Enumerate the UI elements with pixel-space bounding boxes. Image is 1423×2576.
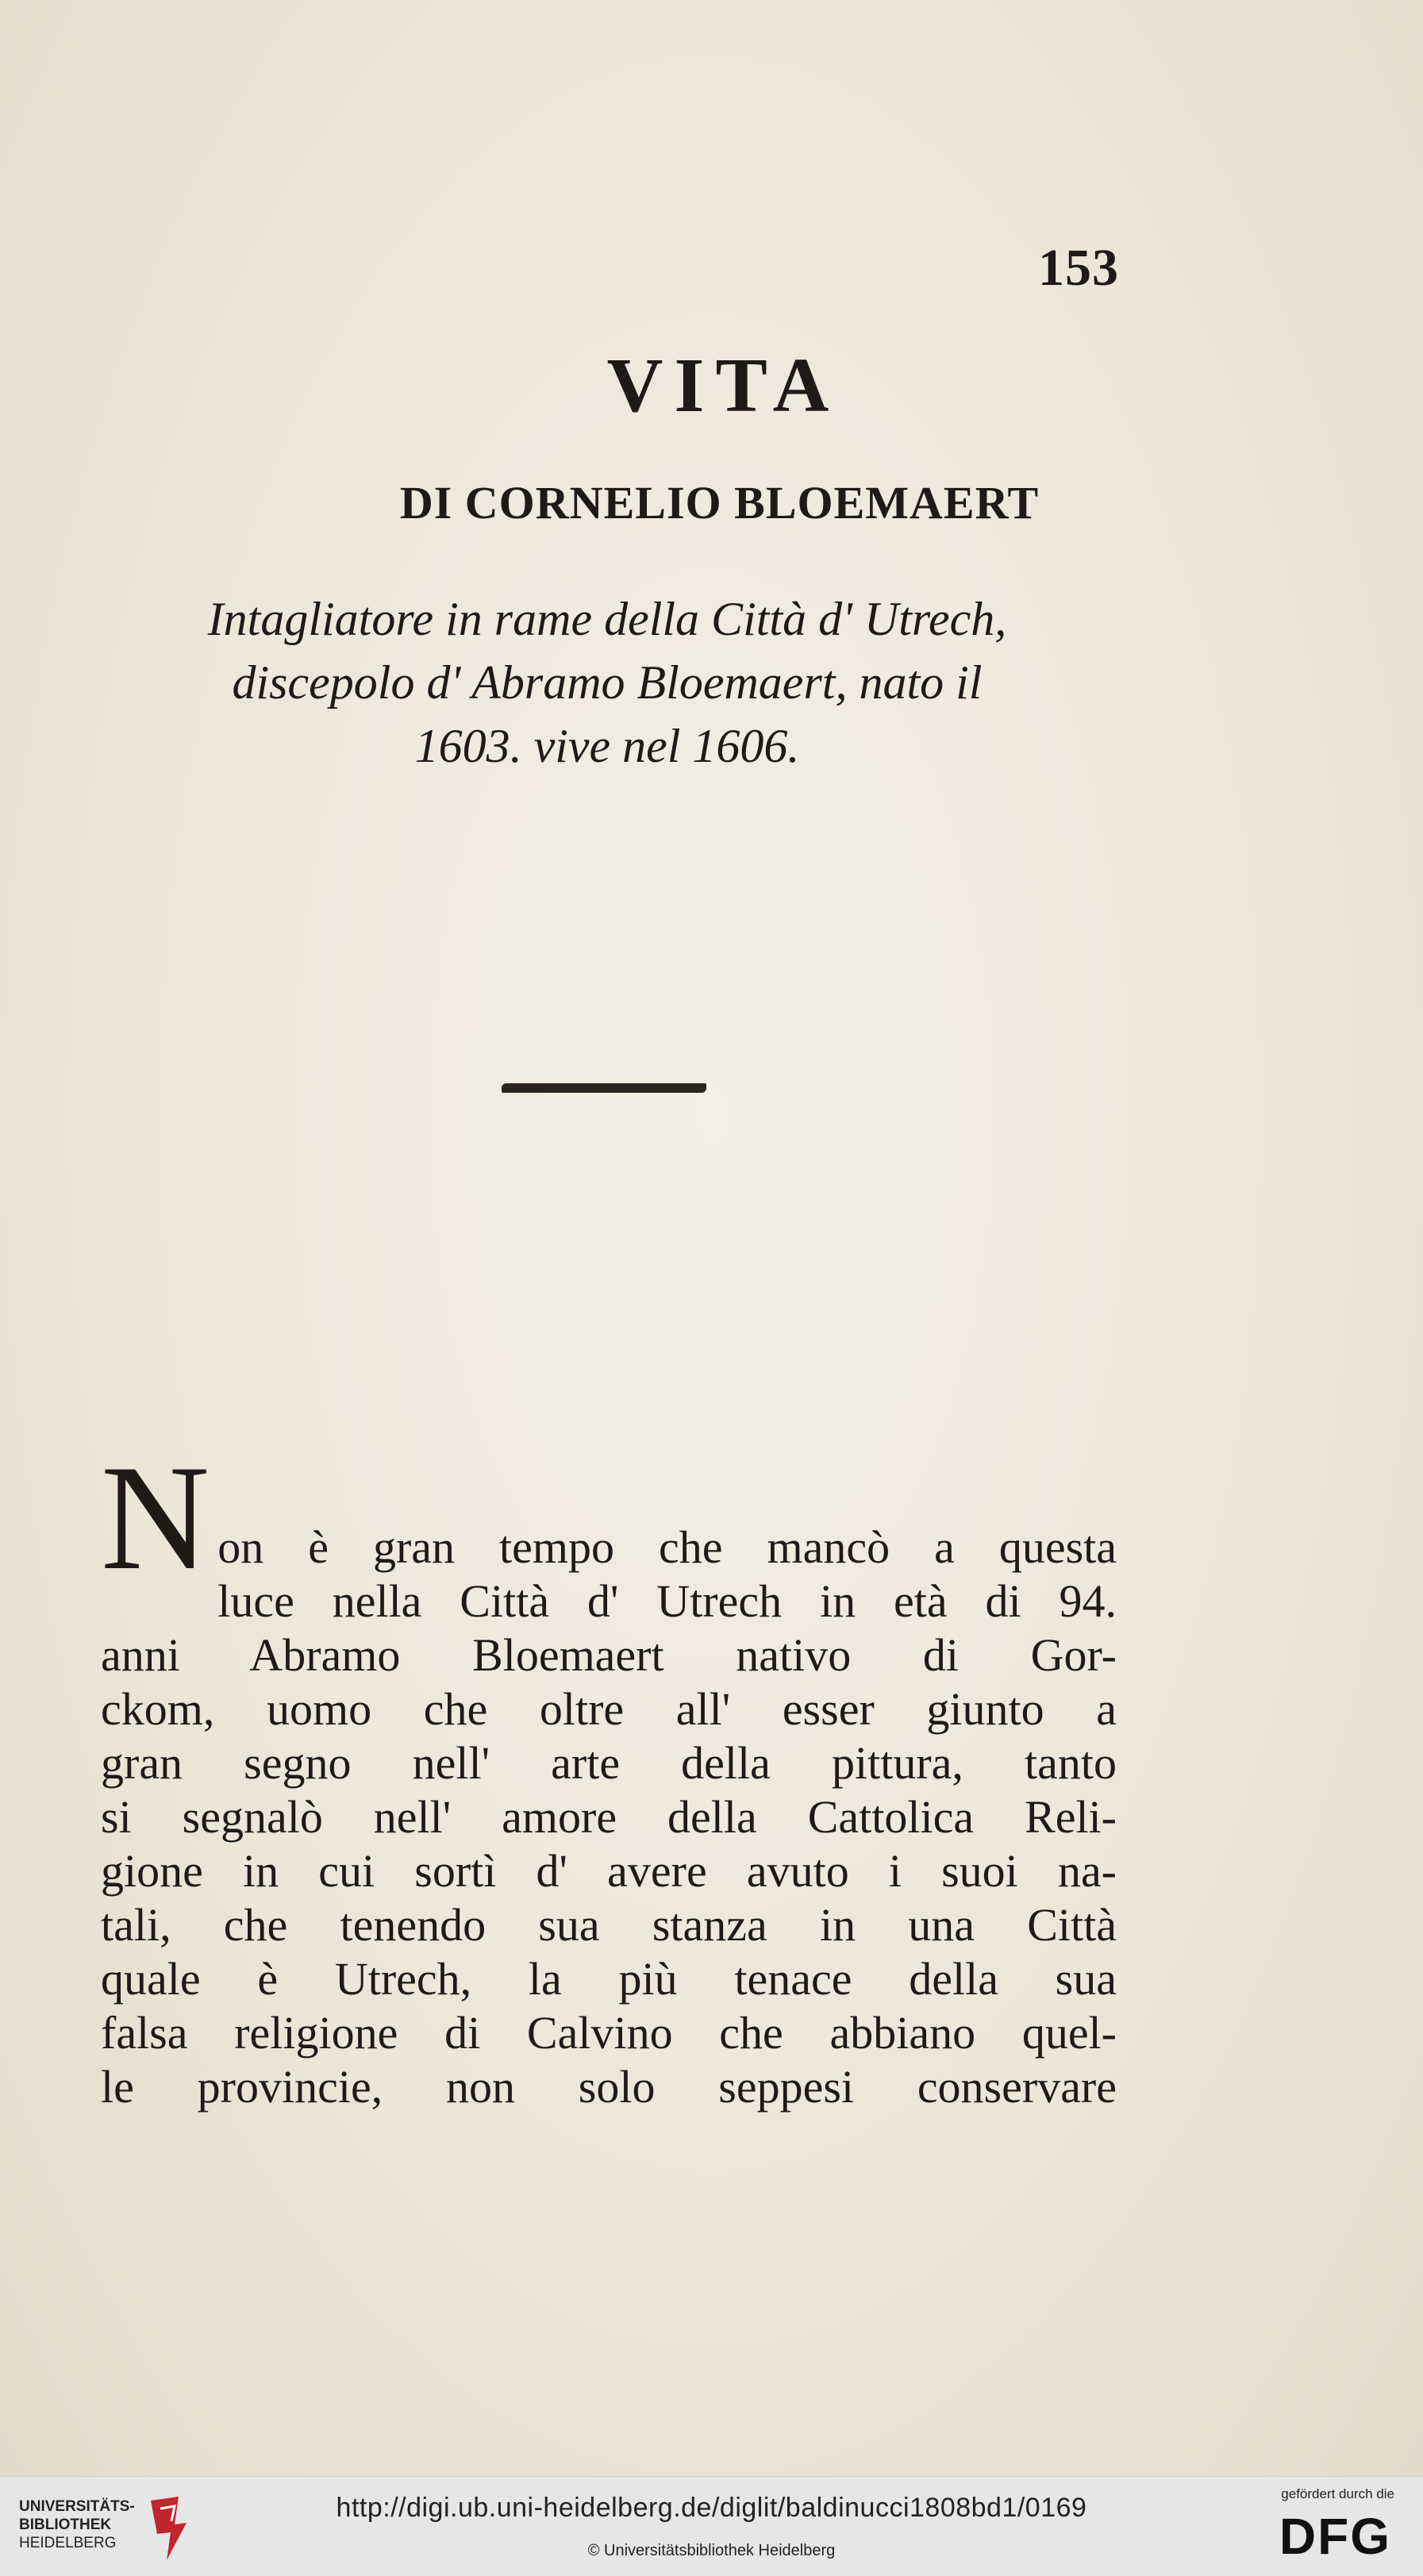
body-line: falsa religione di Calvino che abbiano quel- bbox=[101, 2007, 1117, 2059]
body-line: si segnalò nell' amore della Cattolica Reli- bbox=[101, 1791, 1117, 1843]
copyright-notice: © Universitätsbibliothek Heidelberg bbox=[587, 2542, 836, 2559]
viewer-footer bbox=[0, 2476, 1423, 2576]
library-name-line: BIBLIOTHEK bbox=[19, 2516, 112, 2533]
decorative-rule bbox=[502, 1083, 706, 1093]
subject-description bbox=[87, 587, 1127, 778]
library-name-line: HEIDELBERG bbox=[19, 2535, 117, 2551]
body-line: tali, che tenendo sua stanza in una Città bbox=[101, 1899, 1117, 1951]
page-number: 153 bbox=[1038, 239, 1119, 297]
description-line: discepolo d' Abramo Bloemaert, nato il bbox=[232, 656, 983, 709]
body-line: ckom, uomo che oltre all' esser giunto a bbox=[101, 1683, 1117, 1735]
body-line: anni Abramo Bloemaert nativo di Gor- bbox=[101, 1629, 1117, 1681]
chapter-title: VITA bbox=[606, 343, 840, 429]
funder-label: gefördert durch die bbox=[1281, 2486, 1394, 2501]
body-line: quale è Utrech, la più tenace della sua bbox=[101, 1953, 1117, 2005]
body-paragraph bbox=[101, 1435, 1117, 2114]
body-line: gione in cui sortì d' avere avuto i suoi na- bbox=[101, 1845, 1117, 1897]
chapter-subtitle: DI CORNELIO BLOEMAERT bbox=[399, 477, 1040, 529]
body-line: le provincie, non solo seppesi conservare bbox=[101, 2061, 1117, 2113]
drop-cap: N bbox=[101, 1435, 210, 1601]
library-name-line: UNIVERSITÄTS- bbox=[19, 2498, 135, 2515]
description-line: 1603. vive nel 1606. bbox=[414, 720, 800, 772]
body-line: luce nella Città d' Utrech in età di 94. bbox=[217, 1575, 1117, 1627]
body-line: gran segno nell' arte della pittura, tanto bbox=[101, 1737, 1117, 1789]
permalink-url[interactable]: http://digi.ub.uni-heidelberg.de/diglit/baldinucci1808bd1/0169 bbox=[336, 2493, 1087, 2523]
description-line: Intagliatore in rame della Città d' Utrech, bbox=[207, 593, 1007, 645]
body-line: on è gran tempo che mancò a questa bbox=[217, 1521, 1117, 1573]
dfg-logo[interactable]: DFG bbox=[1279, 2508, 1391, 2565]
